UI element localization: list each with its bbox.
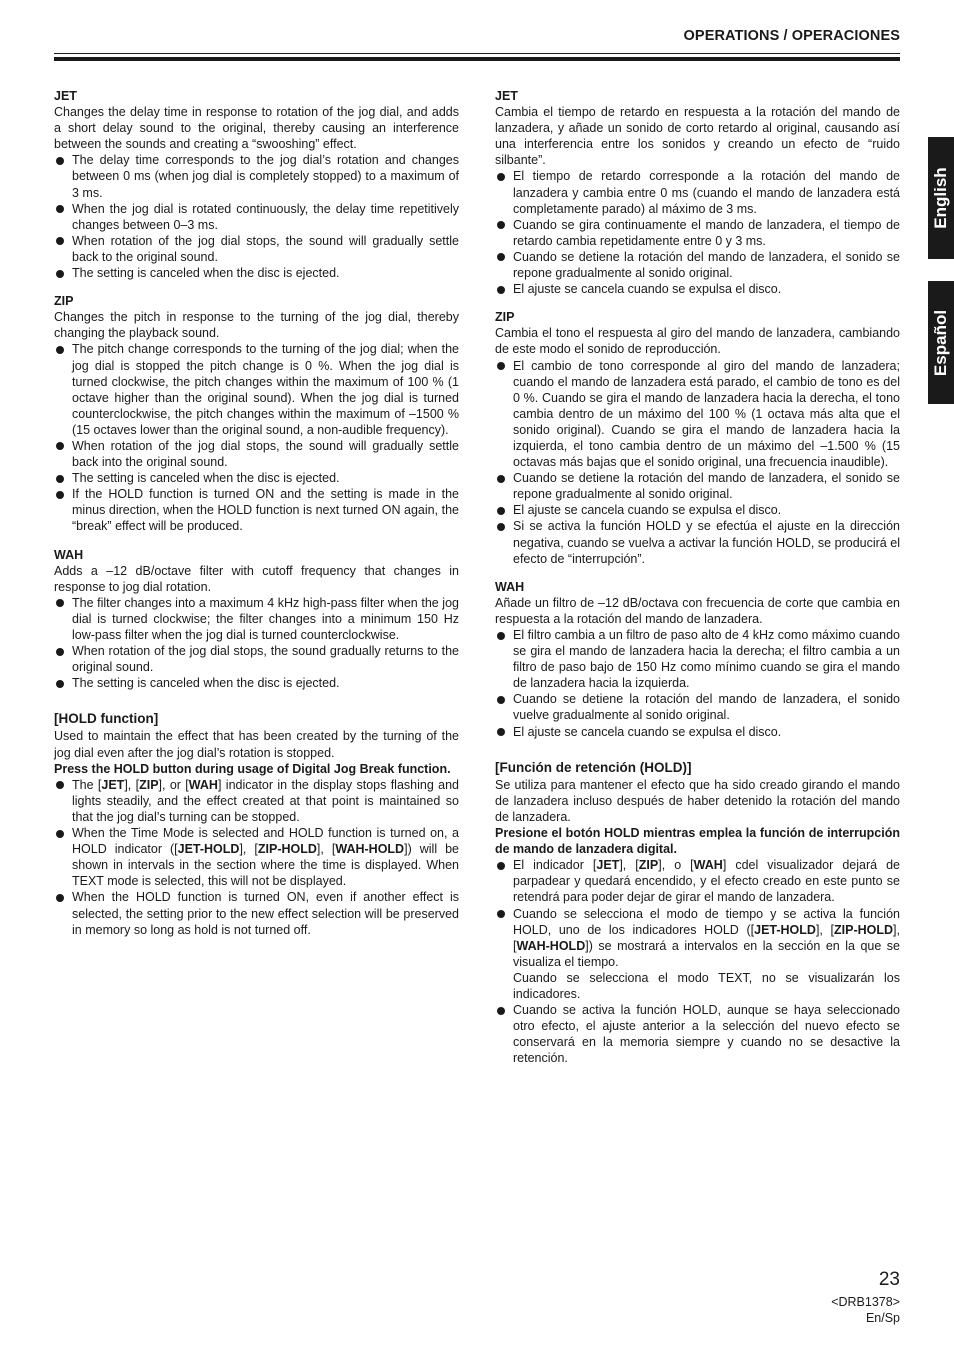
list-item: El ajuste se cancela cuando se expulsa el disco. <box>495 502 900 518</box>
hold-instruction: Press the HOLD button during usage of Digital Jog Break function. <box>54 761 451 776</box>
english-column <box>54 88 459 938</box>
indicator-wah: WAH <box>188 777 218 792</box>
text-run: ], [ <box>124 777 140 792</box>
indicator-wah-hold: WAH-HOLD <box>335 842 405 857</box>
list-item <box>54 777 459 825</box>
list-item: The setting is canceled when the disc is ejected. <box>54 470 459 486</box>
text-run: ], or [ <box>158 777 189 792</box>
jet-bullet-list <box>54 152 459 281</box>
text-run: ], o [ <box>658 858 694 873</box>
zip-heading: ZIP <box>495 310 515 325</box>
zip-heading: ZIP <box>54 294 74 309</box>
indicator-jet-hold: JET-HOLD <box>177 842 240 857</box>
hold-bullet-list <box>495 857 900 1066</box>
indicator-zip-hold: ZIP-HOLD <box>834 922 894 937</box>
document-code <box>831 1294 900 1326</box>
list-item: When the HOLD function is turned ON, even if another effect is selected, the setting prior to the new effect selection will be preserved in memory so long as hold is not turned off. <box>54 889 459 937</box>
wah-bullet-list <box>495 627 900 740</box>
tab-label-spanish: Español <box>931 309 950 376</box>
text-run: ]) se mostrará a intervalos en la sección en la que se visualiza el tiempo. <box>513 938 900 969</box>
list-item: The setting is canceled when the disc is ejected. <box>54 675 459 691</box>
jet-heading: JET <box>495 89 518 103</box>
zip-intro: Cambia el tono el respuesta al giro del mando de lanzadera, cambiando de este modo el sonido de reproducción. <box>495 326 900 357</box>
language-tab-english[interactable] <box>928 137 954 259</box>
list-item <box>495 857 900 905</box>
list-item: When the jog dial is rotated continuously, the delay time repetitively changes between 0–3 ms. <box>54 201 459 233</box>
text-run: The [ <box>72 777 102 792</box>
list-item <box>495 906 900 1003</box>
jet-intro: Changes the delay time in response to rotation of the jog dial, and adds a short delay sound to the original, thereby causing an interference between the sounds and creating a “swooshing” effect. <box>54 105 459 152</box>
indicator-jet-hold: JET-HOLD <box>754 922 816 937</box>
indicator-zip-hold: ZIP-HOLD <box>257 842 317 857</box>
indicator-zip: ZIP <box>139 777 159 792</box>
wah-intro: Adds a –12 dB/octave filter with cutoff frequency that changes in response to jog dial rotation. <box>54 563 459 594</box>
text-run: El indicador [ <box>513 858 597 873</box>
wah-bullet-list <box>54 595 459 692</box>
list-item: Si se activa la función HOLD y se efectúa el ajuste en la dirección negativa, cuando se vuelva a activar la función HOLD, se producirá el efecto de “interrupción”. <box>495 518 900 566</box>
header-rule-thick <box>54 57 900 61</box>
list-item: When rotation of the jog dial stops, the sound will gradually settle back into the original sound. <box>54 438 459 470</box>
text-run: ], [ <box>815 922 835 937</box>
header-rule-thin <box>54 53 900 54</box>
list-item: Cuando se detiene la rotación del mando de lanzadera, el sonido se repone gradualmente al sonido original. <box>495 470 900 502</box>
zip-bullet-list <box>495 358 900 567</box>
list-item: The filter changes into a maximum 4 kHz high-pass filter when the jog dial is turned clockwise; the filter changes into a minimum 150 Hz low-pass filter when the jog dial is turned counterclockwise. <box>54 595 459 643</box>
doc-code-lang: En/Sp <box>865 1311 900 1325</box>
jet-bullet-list <box>495 168 900 297</box>
doc-code-number: <DRB1378> <box>831 1295 900 1309</box>
text-run: Cuando se selecciona el modo de tiempo y se activa la función HOLD, uno de los indicadores HOLD ([ <box>513 906 900 937</box>
jet-heading: JET <box>54 89 77 103</box>
hold-intro: Used to maintain the effect that has been created by the turning of the jog dial even after the jog dial’s rotation is stopped. <box>54 729 459 760</box>
list-item: El ajuste se cancela cuando se expulsa el disco. <box>495 281 900 297</box>
list-item: The pitch change corresponds to the turning of the jog dial; when the jog dial is stopped the pitch change is 0 %. When the jog dial is turned clockwise, the pitch changes within the maximum of 100 % (1 octave higher than the original sound). When the jog dial is turned counterclockwise, the pitch changes within the maximum of –1500 % (15 octaves lower than the original sound, a non-audible frequency). <box>54 341 459 438</box>
list-item: El filtro cambia a un filtro de paso alto de 4 kHz como máximo cuando se gira el mando de lanzadera hacia la derecha; el filtro cambia a un filtro de paso bajo de 150 Hz como mínimo cuando se gira el mando de lanzadera hacia la izquierda. <box>495 627 900 691</box>
list-item: When rotation of the jog dial stops, the sound gradually returns to the original sound. <box>54 643 459 675</box>
hold-intro: Se utiliza para mantener el efecto que ha sido creado girando el mando de lanzadera incluso después de haber detenido la rotación del mando de lanzadera. <box>495 777 900 824</box>
list-item: If the HOLD function is turned ON and the setting is made in the minus direction, when the HOLD function is next turned ON again, the “break” effect will be produced. <box>54 486 459 534</box>
wah-intro: Añade un filtro de –12 dB/octava con frecuencia de corte que cambia en respuesta a la rotación del mando de lanzadera. <box>495 595 900 626</box>
tab-label-english: English <box>931 167 950 229</box>
hold-instruction: Presione el botón HOLD mientras emplea la función de interrupción de mando de lanzadera digital. <box>495 826 900 857</box>
list-item: The setting is canceled when the disc is ejected. <box>54 265 459 281</box>
spanish-column <box>495 88 900 1066</box>
language-tab-spanish[interactable] <box>928 281 954 404</box>
list-item: Cuando se detiene la rotación del mando de lanzadera, el sonido vuelve gradualmente al sonido original. <box>495 691 900 723</box>
hold-bullet-list <box>54 777 459 938</box>
text-run: ], [ <box>513 922 900 953</box>
indicator-jet: JET <box>101 777 125 792</box>
list-item: El tiempo de retardo corresponde a la rotación del mando de lanzadera y cambia entre 0 ms (cuando el mando de lanzadera está completamente parado) al máximo de 3 ms. <box>495 168 900 216</box>
wah-heading: WAH <box>495 579 525 594</box>
list-item: El cambio de tono corresponde al giro del mando de lanzadera; cuando el mando de lanzadera está parado, el cambio de tono es del 0 %. Cuando se gira el mando de lanzadera hacia la derecha, el tono cambia dentro de un máximo del 100 % (1 octava más alta que el sonido original). Cuando se gira el mando de lanzadera hacia la izquierda, el tono cambia dentro de un máximo del –1.500 % (15 octavas más bajas que el sonido original, una frecuencia inaudible). <box>495 358 900 471</box>
indicator-wah-hold: WAH-HOLD <box>516 938 586 953</box>
list-item: Cuando se detiene la rotación del mando de lanzadera, el sonido se repone gradualmente al sonido original. <box>495 249 900 281</box>
zip-bullet-list <box>54 341 459 534</box>
indicator-zip: ZIP <box>638 858 659 873</box>
text-run: ] cdel visualizador dejará de parpadear y quedará encendido, y el efecto creado en este punto se retendrá para poder dejar de girar el mando de lanzadera. <box>513 858 900 905</box>
hold-function-heading: [Función de retención (HOLD)] <box>495 759 692 775</box>
list-item: Cuando se gira continuamente el mando de lanzadera, el tiempo de retardo cambia repetidamente entre 0 y 3 ms. <box>495 217 900 249</box>
zip-intro: Changes the pitch in response to the turning of the jog dial, thereby changing the playback sound. <box>54 310 459 341</box>
list-item <box>54 825 459 889</box>
text-run: ], [ <box>619 858 639 873</box>
text-run: Cuando se selecciona el modo TEXT, no se visualizarán los indicadores. <box>513 970 900 1001</box>
text-run: ], [ <box>316 842 336 857</box>
jet-intro: Cambia el tiempo de retardo en respuesta a la rotación del mando de lanzadera, y añade un sonido de corto retardo al original, causando así una interferencia entre los sonidos y creando un efecto de “ruido silbante”. <box>495 105 900 168</box>
indicator-jet: JET <box>596 858 620 873</box>
indicator-wah: WAH <box>693 858 723 873</box>
list-item: The delay time corresponds to the jog dial’s rotation and changes between 0 ms (when jog dial is completely stopped) to a maximum of 3 ms. <box>54 152 459 200</box>
text-run: When the Time Mode is selected and HOLD function is turned on, a HOLD indicator ([ <box>72 826 459 857</box>
list-item: El ajuste se cancela cuando se expulsa el disco. <box>495 724 900 740</box>
text-run: ] indicator in the display stops flashing and lights steadily, and the effect created at that point is maintained so that the jog dial’s turning can be stopped. <box>72 777 459 824</box>
page-header-title: OPERATIONS / OPERACIONES <box>683 28 900 44</box>
page-number: 23 <box>878 1269 900 1290</box>
text-run: ], [ <box>239 842 258 857</box>
list-item: Cuando se activa la función HOLD, aunque se haya seleccionado otro efecto, el ajuste anterior a la selección del nuevo efecto se conservará en la memoria siempre y cuando no se desactive la retención. <box>495 1002 900 1066</box>
text-run: ]) will be shown in intervals in the section where the time is displayed. When TEXT mode is selected, this will not be displayed. <box>72 842 459 889</box>
list-item: When rotation of the jog dial stops, the sound will gradually settle back to the original sound. <box>54 233 459 265</box>
hold-function-heading: [HOLD function] <box>54 711 159 727</box>
wah-heading: WAH <box>54 547 84 562</box>
